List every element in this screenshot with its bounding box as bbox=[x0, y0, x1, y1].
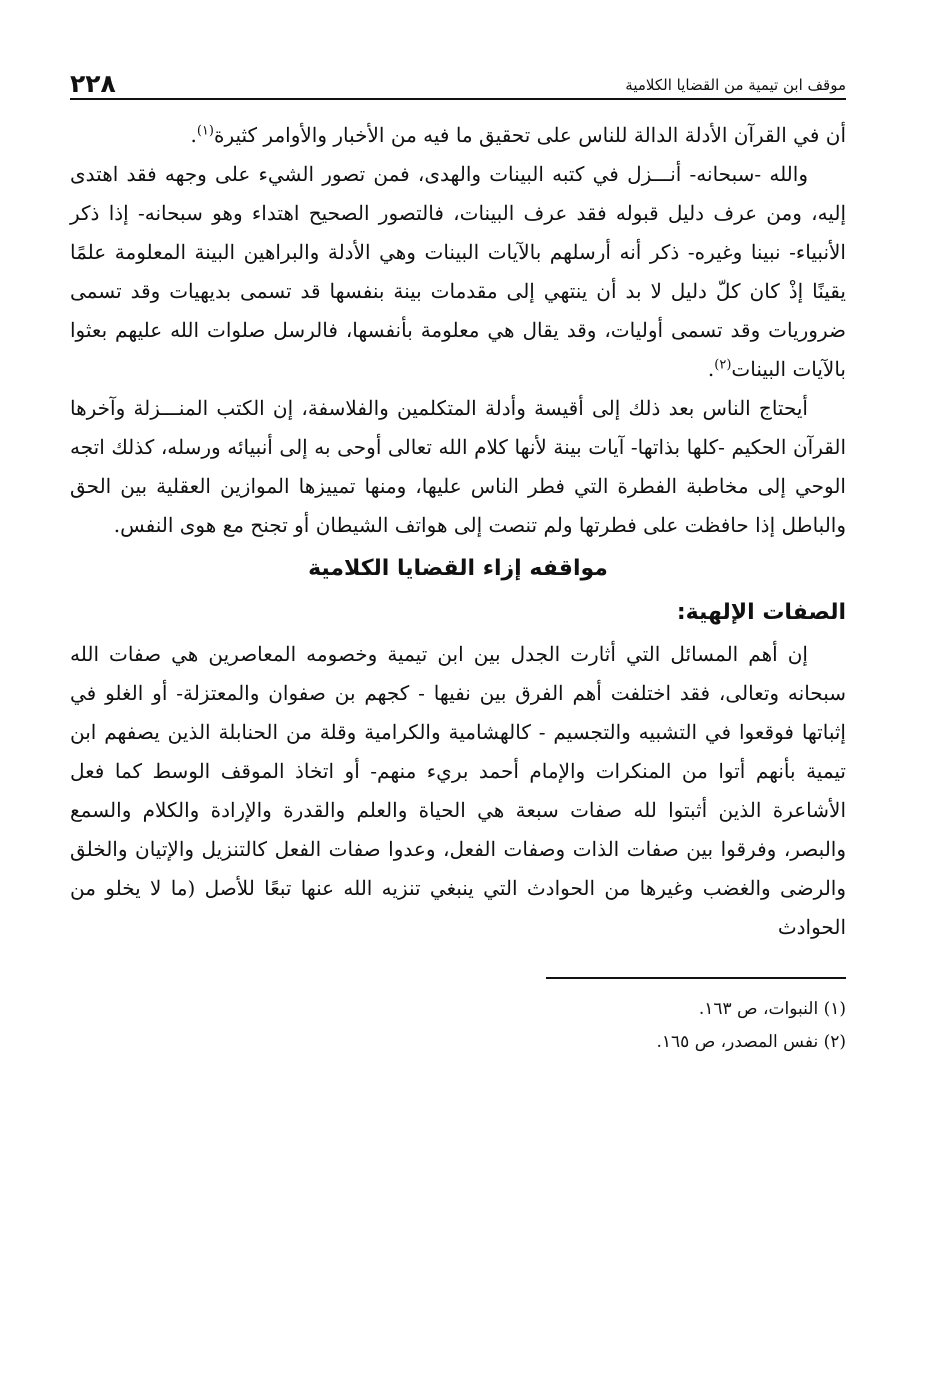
footnote-ref-1: (١) bbox=[196, 123, 214, 139]
book-page bbox=[70, 60, 846, 1380]
running-header bbox=[70, 60, 846, 100]
paragraph-2 bbox=[70, 155, 846, 389]
footnote-1: (١) النبوات، ص ١٦٣. bbox=[698, 999, 846, 1019]
section-heading: مواقفه إزاء القضايا الكلامية bbox=[308, 556, 608, 581]
paragraph-2-text: والله -سبحانه- أنـــزل في كتبه البينات والهدى، فمن تصور الشيء على وجهه فقد اهتدى إليه، ومن عرف دليل قبوله فقد عرف البينات، فالتصور الصحيح اهتداء وهو سبحانه- إذا ذكر الأنبياء- نبينا وغيره- ذكر أنه أرسلهم بالآيات البينات وهي الأدلة والبراهين البينة المعلومة علمًا يقينًا إذْ كان كلّ دليل لا بد أن ينتهي إلى مقدمات بينة بنفسها قد تسمى بديهيات وقد تسمى ضروريات وقد تسمى أوليات، وقد يقال هي معلومة بأنفسها، فالرسل صلوات الله عليهم بعثوا بالآيات البينات bbox=[70, 162, 846, 381]
running-title: موقف ابن تيمية من القضايا الكلامية bbox=[625, 76, 846, 94]
page-number: ٢٢٨ bbox=[70, 69, 116, 98]
paragraph-3 bbox=[70, 389, 846, 545]
paragraph-1-text: أن في القرآن الأدلة الدالة للناس على تحقيق ما فيه من الأخبار والأوامر كثيرة bbox=[213, 123, 846, 147]
footnote-divider bbox=[546, 977, 846, 979]
paragraph-3-text: أيحتاج الناس بعد ذلك إلى أقيسة وأدلة المتكلمين والفلاسفة، إن الكتب المنـــزلة وآخرها القرآن الحكيم -كلها بذاتها- آيات بينة لأنها كلام الله تعالى أوحى به إلى أنبيائه ورسله، كذلك اتجه الوحي إلى مخاطبة الفطرة التي فطر الناس عليها، ومنها تمييزها الموازين العقلية بين الحق والباطل إذا حافظت على فطرتها ولم تنصت إلى هواتف الشيطان أو تجنح مع هوى النفس. bbox=[70, 396, 846, 537]
paragraph-1-tail: . bbox=[190, 123, 197, 147]
body-text bbox=[70, 116, 846, 947]
footnote-ref-2: (٢) bbox=[714, 357, 732, 373]
footnotes bbox=[70, 993, 846, 1059]
footnote-2: (٢) نفس المصدر، ص ١٦٥. bbox=[656, 1032, 846, 1052]
subheading: الصفات الإلهية: bbox=[676, 600, 846, 625]
section-paragraph: إن أهم المسائل التي أثارت الجدل بين ابن تيمية وخصومه المعاصرين هي صفات الله سبحانه وتعالى، فقد اختلفت أهم الفرق بين نفيها - كجهم بن صفوان والمعتزلة- أو الغلو في إثباتها فوقعوا في التشبيه والتجسيم - كالهشامية والكرامية وقلة من الحنابلة الذين يصفهم ابن تيمية بأنهم أتوا من المنكرات والإمام أحمد بريء منهم- أو اتخاذ الموقف الوسط كما فعل الأشاعرة الذين أثبتوا لله صفات سبعة هي الحياة والعلم والقدرة والإرادة والكلام والسمع والبصر، وفرقوا بين صفات الذات وصفات الفعل، وعدوا صفات الفعل كالتنزيل والإتيان والخلق والرضى والغضب وغيرها من الحوادث التي ينبغي تنزيه الله عنها تبعًا للأصل (ما لا يخلو من الحوادث bbox=[70, 642, 846, 939]
paragraph-2-tail: . bbox=[707, 357, 715, 381]
paragraph-1 bbox=[70, 116, 846, 155]
